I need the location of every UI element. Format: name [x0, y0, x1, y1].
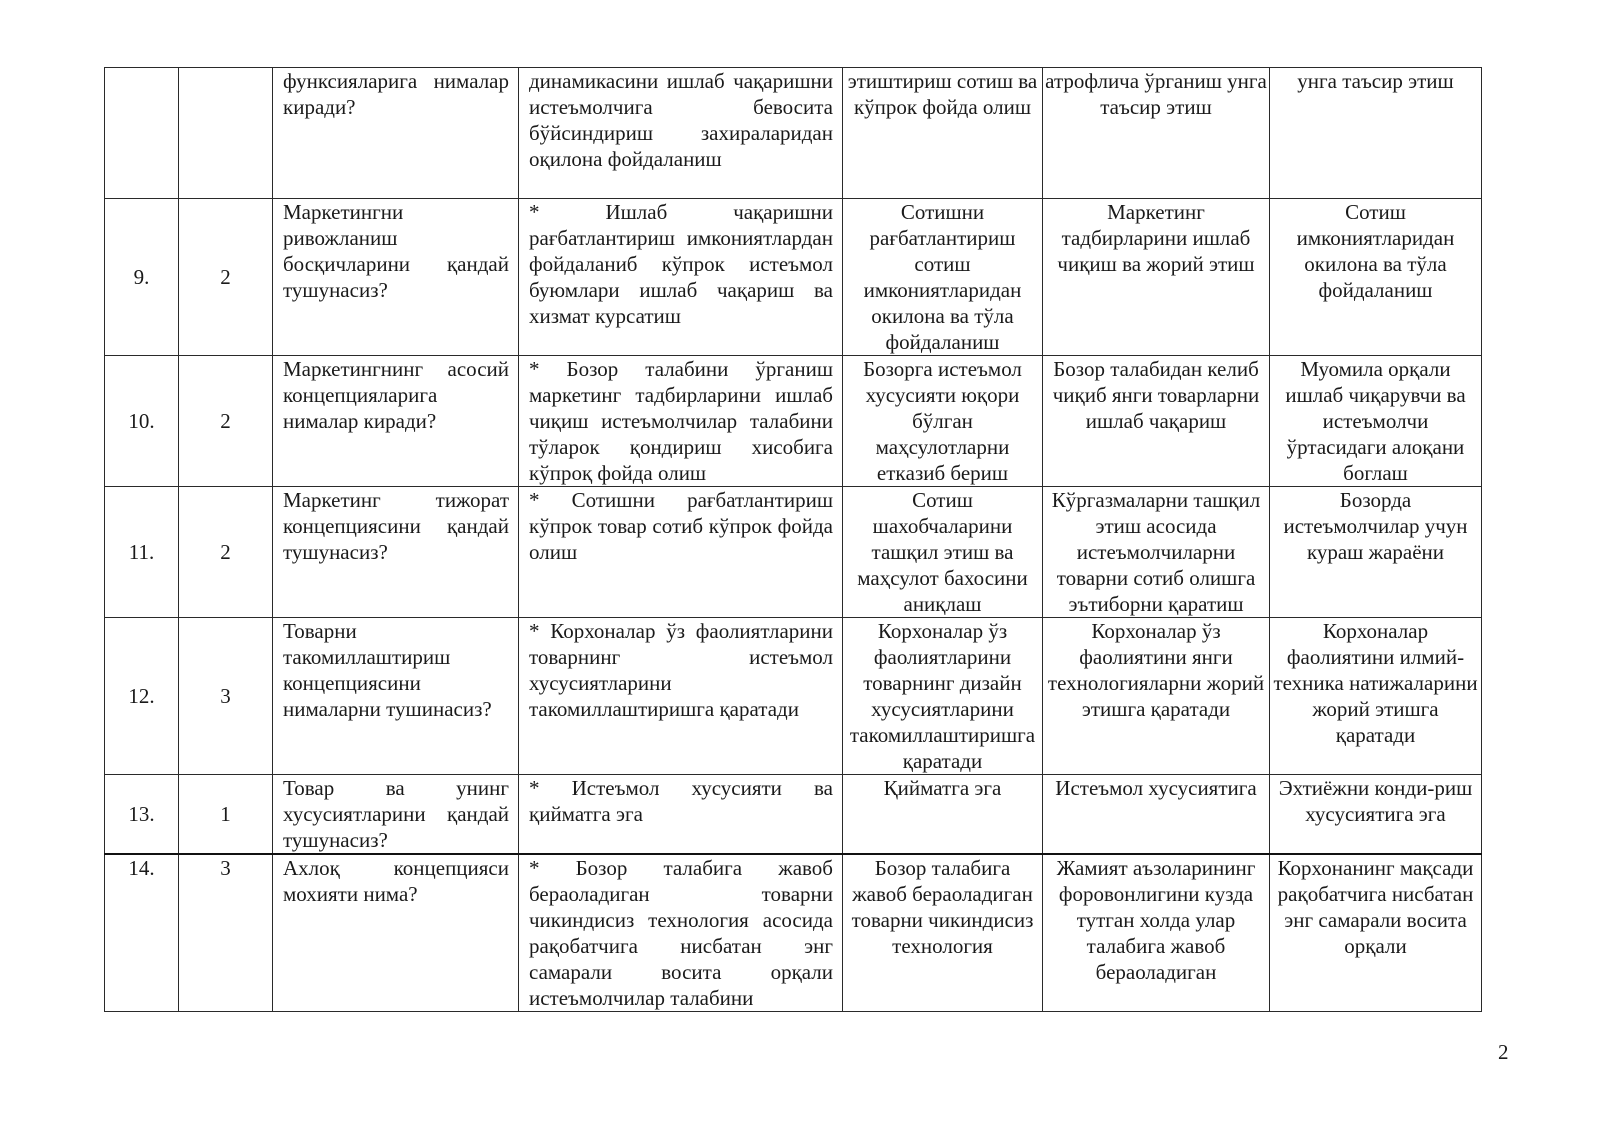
page-number: 2: [1498, 1040, 1509, 1064]
question-weight: 2: [179, 356, 273, 487]
question-number: 10.: [105, 356, 179, 487]
option-3: унга таъсир этиш: [1270, 68, 1482, 199]
question-text: Маркетингнинг асосий концепцияларига нималар киради?: [273, 356, 519, 487]
option-3: Бозорда истеъмолчилар учун кураш жараёни: [1270, 487, 1482, 618]
option-3: Эхтиёжни конди-риш хусусиятига эга: [1270, 775, 1482, 855]
option-2: Корхоналар ўз фаолиятини янги технологияларни жорий этишга қаратади: [1043, 618, 1270, 775]
question-weight: 2: [179, 487, 273, 618]
option-2: Жамият аъзоларининг форовонлигини кузда тутган холда улар талабига жавоб бераоладиган: [1043, 854, 1270, 1012]
table-row: [105, 356, 1482, 487]
correct-answer: * Бозор талабига жавоб бераоладиган товарни чикиндисиз технология асосида рақобатчига нисбатан энг самарали восита орқали истеъмолчилар талабини: [519, 854, 843, 1012]
table-row: [105, 854, 1482, 1012]
table-row: [105, 618, 1482, 775]
question-number: 13.: [105, 775, 179, 855]
table-row: [105, 775, 1482, 855]
option-3: Муомила орқали ишлаб чиқарувчи ва истеъмолчи ўртасидаги алоқани боглаш: [1270, 356, 1482, 487]
table-row: [105, 199, 1482, 356]
option-2: Бозор талабидан келиб чиқиб янги товарларни ишлаб чақариш: [1043, 356, 1270, 487]
option-1: Бозор талабига жавоб бераоладиган товарни чикиндисиз технология: [843, 854, 1043, 1012]
question-weight: 3: [179, 618, 273, 775]
option-3: Корхоналар фаолиятини илмий-техника натижаларини жорий этишга қаратади: [1270, 618, 1482, 775]
question-text: Маркетингни ривожланиш босқичларини қандай тушунасиз?: [273, 199, 519, 356]
option-1: Бозорга истеъмол хусусияти юқори бўлган маҳсулотларни еткaзиб бериш: [843, 356, 1043, 487]
option-1: Корхоналар ўз фаолиятларини товарнинг дизайн хусусиятларини такомиллаштиришга қаратади: [843, 618, 1043, 775]
option-3: Корхонанинг мақсади рақобатчига нисбатан энг самарали восита орқали: [1270, 854, 1482, 1012]
question-text: Маркетинг тижорат концепциясини қандай тушунасиз?: [273, 487, 519, 618]
question-number: [105, 68, 179, 199]
table-row: [105, 487, 1482, 618]
question-weight: 2: [179, 199, 273, 356]
correct-answer: * Ишлаб чақаришни рағбатлантириш имкониятлардан фойдаланиб кўпрок истеъмол буюмлари ишлаб чақариш ва хизмат курсатиш: [519, 199, 843, 356]
questions-table: [104, 67, 1482, 1012]
question-number: 9.: [105, 199, 179, 356]
option-3: Сотиш имкониятларидан окилона ва тўла фойдаланиш: [1270, 199, 1482, 356]
option-2: Маркетинг тадбирларини ишлаб чиқиш ва жорий этиш: [1043, 199, 1270, 356]
option-2: Истеъмол хусусиятига: [1043, 775, 1270, 855]
question-text: функсияларига нималар киради?: [273, 68, 519, 199]
question-text: Ахлоқ концепцияси мохияти нима?: [273, 854, 519, 1012]
correct-answer: динамикасини ишлаб чақаришни истеъмолчига бевосита бўйсиндириш захираларидан оқилона фойдаланиш: [519, 68, 843, 199]
option-2: Кўргазмаларни ташқил этиш асосида истеъмолчиларни товарни сотиб олишга эътиборни қаратиш: [1043, 487, 1270, 618]
question-weight: 1: [179, 775, 273, 855]
correct-answer: * Истеъмол хусусияти ва қийматга эга: [519, 775, 843, 855]
question-weight: [179, 68, 273, 199]
option-1: Сотишни рағбатлантириш сотиш имкониятларидан окилона ва тўла фойдаланиш: [843, 199, 1043, 356]
question-number: 14.: [105, 854, 179, 1012]
question-text: Товарни такомиллаштириш концепциясини нималарни тушинасиз?: [273, 618, 519, 775]
option-1: Сотиш шахобчаларини ташқил этиш ва маҳсулот бахосини аниқлаш: [843, 487, 1043, 618]
question-number: 12.: [105, 618, 179, 775]
correct-answer: * Сотишни рағбатлантириш кўпрок товар сотиб кўпрок фойда олиш: [519, 487, 843, 618]
question-number: 11.: [105, 487, 179, 618]
option-1: Қийматга эга: [843, 775, 1043, 855]
table-row: [105, 68, 1482, 199]
question-text: Товар ва унинг хусусиятларини қандай тушунасиз?: [273, 775, 519, 855]
option-2: атрофлича ўрганиш унга таъсир этиш: [1043, 68, 1270, 199]
option-1: этиштириш сотиш ва кўпрок фойда олиш: [843, 68, 1043, 199]
correct-answer: * Корхоналар ўз фаолиятларини товарнинг истеъмол хусусиятларини такомиллаштиришга қаратади: [519, 618, 843, 775]
correct-answer: * Бозор талабини ўрганиш маркетинг тадбирларини ишлаб чиқиш истеъмолчилар талабини тўларок қондириш хисобига кўпроқ фойда олиш: [519, 356, 843, 487]
question-weight: 3: [179, 854, 273, 1012]
